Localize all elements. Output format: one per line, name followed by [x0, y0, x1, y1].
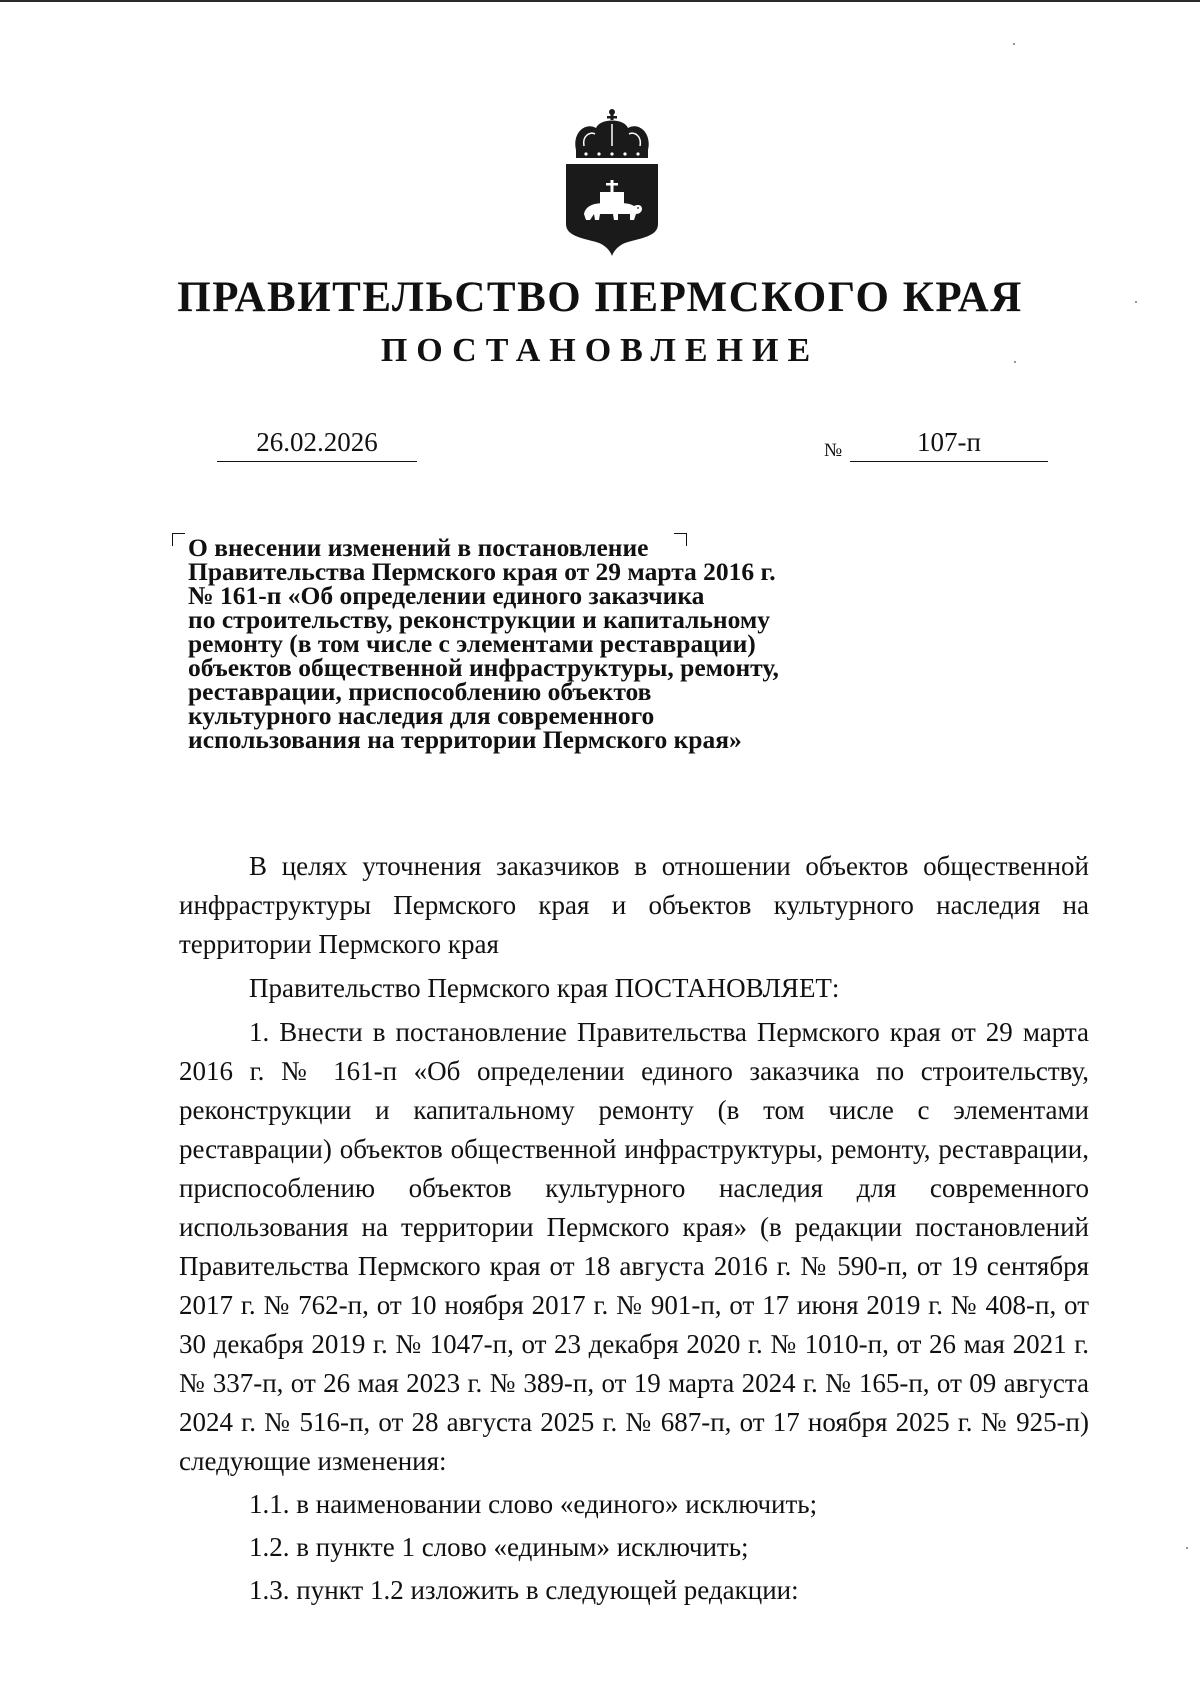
scan-speck	[1186, 1547, 1188, 1549]
preamble-paragraph: В целях уточнения заказчиков в отношении объектов общественной инфраструктуры Пермского края и объектов культурного наследия на территории Пермского края	[179, 851, 1089, 959]
scan-speck	[1135, 301, 1137, 303]
document-number: 107-п	[850, 427, 1048, 462]
document-body	[179, 847, 1089, 1610]
point-1-paragraph: 1. Внести в постановление Правительства Пермского края от 29 марта 2016 г. № 161-п «Об определении единого заказчика по строительству, реконструкции и капитальному ремонту (в том числе с элементами реставрации) объектов общественной инфраструктуры, ремонту, реставрации, приспособлению объектов культурного наследия для современного использования на территории Пермского края» (в редакции постановлений Правительства Пермского края от 18 августа 2016 г. № 590-п, от 19 сентября 2017 г. № 762-п, от 10 ноября 2017 г. № 901-п, от 17 июня 2019 г. № 408-п, от 30 декабря 2019 г. № 1047-п, от 23 декабря 2020 г. № 1010-п, от 26 мая 2021 г. № 337-п, от 26 мая 2023 г. № 389-п, от 19 марта 2024 г. № 165-п, от 09 августа 2024 г. № 516-п, от 28 августа 2025 г. № 687-п, от 17 ноября 2025 г. № 925-п) следующие изменения:	[179, 1017, 1089, 1476]
number-sign: №	[824, 440, 843, 461]
scan-speck	[1013, 43, 1015, 45]
item-1-3-paragraph: 1.3. пункт 1.2 изложить в следующей редакции:	[249, 1575, 799, 1605]
subject-line: О внесении изменений в постановление	[188, 533, 649, 562]
subject-line: объектов общественной инфраструктуры, ремонту,	[188, 653, 779, 682]
subject-line: использования на территории Пермского края»	[188, 725, 742, 754]
document-date: 26.02.2026	[217, 427, 417, 462]
page-top-border	[0, 0, 1200, 2]
document-type-heading: ПОСТАНОВЛЕНИЕ	[380, 332, 820, 369]
subject-line: реставрации, приспособлению объектов	[188, 677, 652, 706]
scan-speck	[1014, 361, 1016, 363]
perm-krai-coat-of-arms-icon	[562, 106, 662, 258]
government-title: ПРАВИТЕЛЬСТВО ПЕРМСКОГО КРАЯ	[177, 274, 1023, 321]
resolves-paragraph: Правительство Пермского края ПОСТАНОВЛЯЕТ:	[249, 973, 840, 1003]
document-subject	[188, 533, 908, 754]
item-1-2-paragraph: 1.2. в пункте 1 слово «единым» исключить;	[249, 1532, 749, 1562]
subject-corner-mark-left	[172, 533, 185, 546]
item-1-1-paragraph: 1.1. в наименовании слово «единого» исключить;	[249, 1489, 818, 1519]
subject-line: культурного наследия для современного	[188, 701, 655, 730]
subject-line: № 161-п «Об определении единого заказчика	[188, 581, 705, 610]
subject-line: по строительству, реконструкции и капитальному	[188, 605, 770, 634]
subject-line: ремонту (в том числе с элементами реставрации)	[188, 629, 756, 658]
subject-line: Правительства Пермского края от 29 марта 2016 г.	[188, 557, 776, 586]
